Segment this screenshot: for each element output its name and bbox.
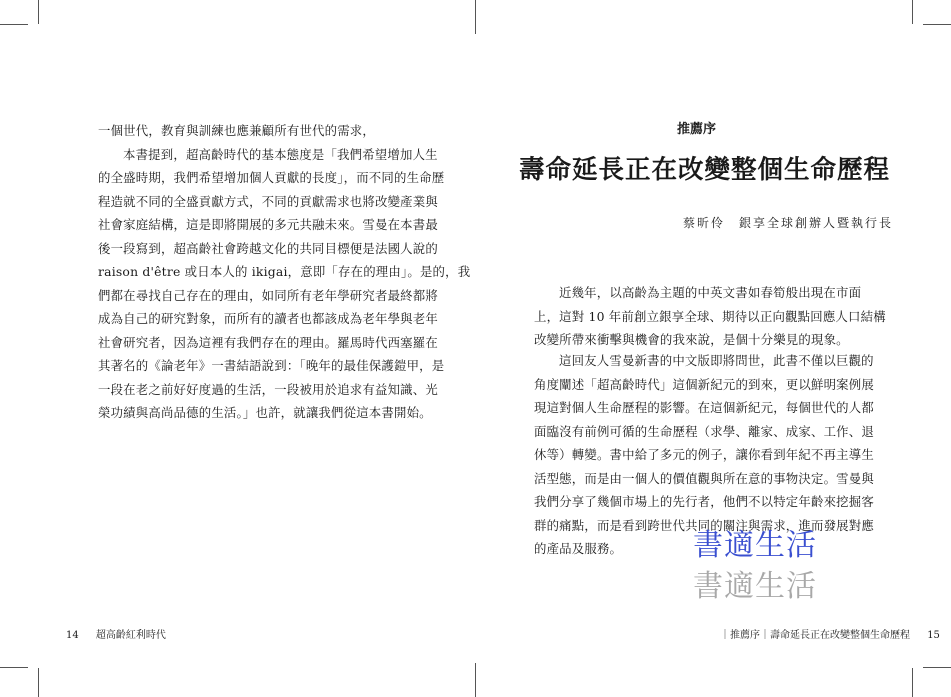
- text-line: 改變所帶來衝擊與機會的我來說，是個十分樂見的現象。: [534, 332, 849, 347]
- text-line: 程造就不同的全盛貢獻方式，不同的貢獻需求也將改變產業與: [98, 193, 438, 209]
- text-line: 一個世代，教育與訓練也應兼顧所有世代的需求，: [98, 123, 375, 138]
- running-title: ｜推薦序｜壽命延長正在改變整個生命歷程: [720, 630, 910, 641]
- watermark-primary: 書適生活: [693, 528, 817, 563]
- right-page-paragraph-1: [534, 281, 886, 352]
- text-line: 後一段寫到，超高齡社會跨越文化的共同目標便是法國人說的: [98, 240, 438, 256]
- text-line: raison d'être 或日本人的 ikigai，意即「存在的理由」。是的，我: [98, 264, 471, 279]
- left-page-body: [98, 119, 471, 425]
- text-line: 本書提到，超高齡時代的基本態度是「我們希望增加人生: [123, 146, 438, 162]
- right-page-footer: [720, 626, 940, 641]
- text-line: 我們分享了幾個市場上的先行者，他們不以特定年齡來挖掘客: [534, 494, 874, 509]
- text-line: 角度闡述「超高齡時代」這個新紀元的到來，更以鮮明案例展: [534, 376, 874, 392]
- text-line: 活型態，而是由一個人的價值觀與所在意的事物決定。雪曼與: [534, 470, 874, 486]
- section-label: 推薦序: [677, 122, 717, 137]
- text-line: 的全盛時期，我們希望增加個人貢獻的長度」，而不同的生命歷: [98, 170, 445, 185]
- text-line: 們都在尋找自己存在的理由，如同所有老年學研究者最終都將: [98, 287, 438, 303]
- text-line: 成為自己的研究對象，而所有的讀者也都該成為老年學與老年: [98, 311, 438, 326]
- text-line: 面臨沒有前例可循的生命歷程（求學、離家、成家、工作、退: [534, 423, 874, 439]
- text-line: 社會家庭結構，這是即將開展的多元共融未來。雪曼在本書最: [98, 217, 438, 232]
- text-line: 的產品及服務。: [534, 541, 623, 556]
- chapter-title: 壽命延長正在改變整個生命歷程: [519, 155, 891, 185]
- text-line: 這回友人雪曼新書的中文版即將問世，此書不僅以巨觀的: [559, 353, 874, 368]
- watermark-secondary: 書適生活: [693, 569, 817, 604]
- text-line: 群的痛點，而是看到跨世代共同的關注與需求，進而發展對應: [534, 517, 874, 533]
- text-line: 社會研究者，因為這裡有我們存在的理由。羅馬時代西塞羅在: [98, 334, 438, 350]
- author-byline: 蔡昕伶 銀享全球創辦人暨執行長: [683, 216, 894, 230]
- text-line: 一段在老之前好好度過的生活，一段被用於追求有益知識、光: [98, 381, 438, 397]
- text-line: 榮功績與高尚品德的生活。」也許，就讓我們從這本書開始。: [98, 405, 432, 420]
- running-title: 超高齡紅利時代: [95, 630, 166, 641]
- page-number: 14: [66, 630, 79, 641]
- text-line: 現這對個人生命歷程的影響。在這個新紀元，每個世代的人都: [534, 400, 874, 415]
- text-line: 其著名的《論老年》一書結語說到：「晚年的最佳保護鎧甲，是: [98, 358, 445, 373]
- text-line: 休等）轉變。書中給了多元的例子，讓你看到年紀不再主導生: [534, 447, 874, 462]
- left-page-footer: [66, 626, 166, 641]
- page-number: 15: [927, 630, 940, 641]
- text-line: 上，這對 10 年前創立銀享全球、期待以正向觀點回應人口結構: [534, 308, 886, 324]
- text-line: 近幾年，以高齡為主題的中英文書如春筍般出現在市面: [559, 285, 862, 300]
